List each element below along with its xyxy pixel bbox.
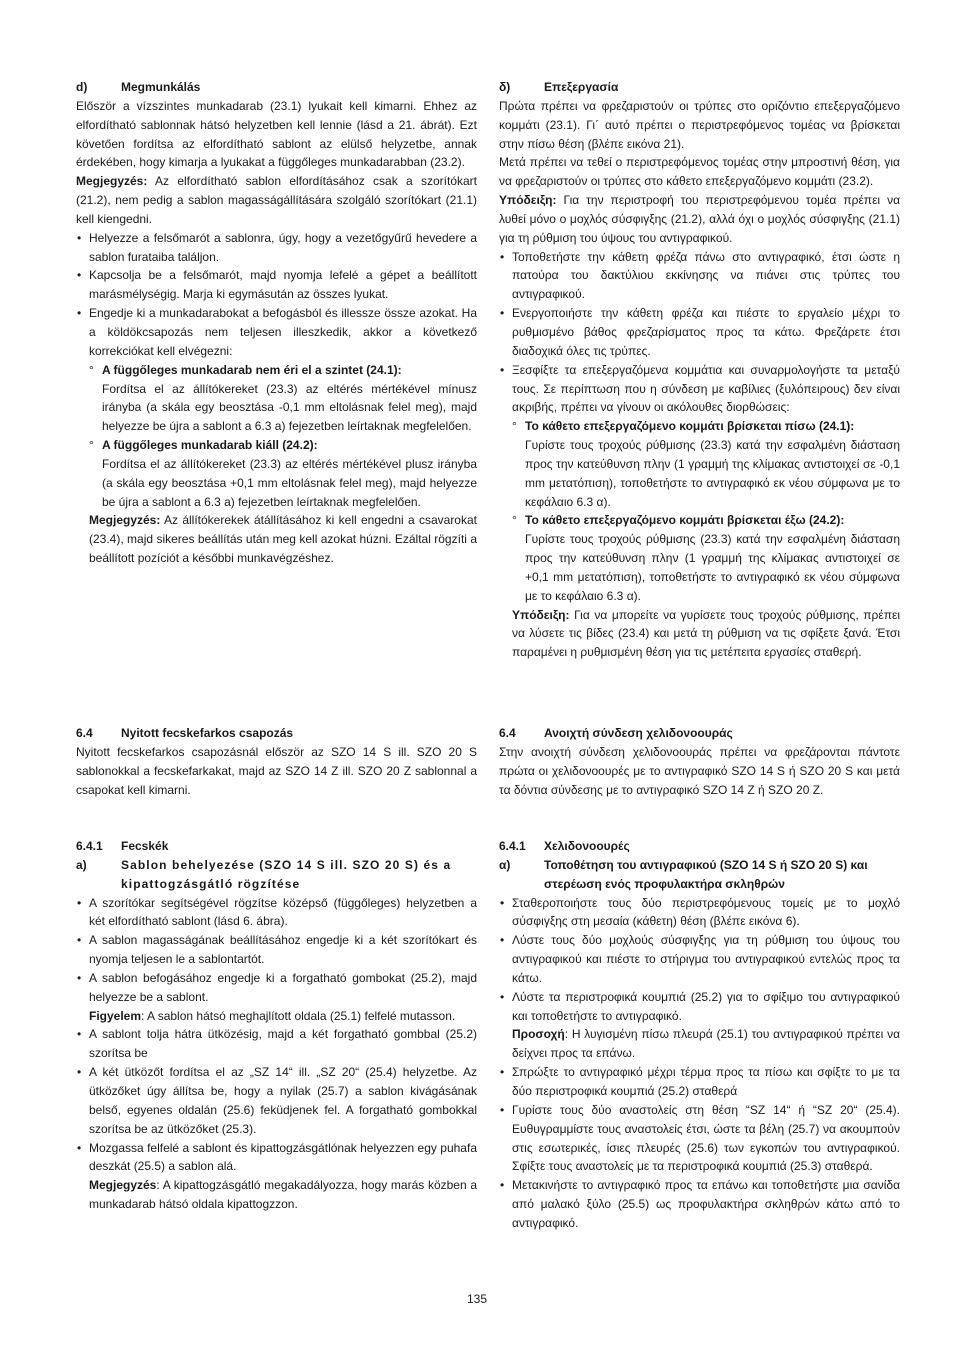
section-number: d): [76, 80, 88, 94]
section-title: Ανοιχτή σύνδεση χελιδονοουράς: [544, 726, 733, 740]
list-item: • A sablon magasságának beállításához engedje ki a két szorítókart és nyomja teljesen le a sablontartót.: [76, 931, 477, 969]
subsection-title: Sablon behelyezése (SZO 14 S ill. SZO 20 S) és a kipattogzásgátló rögzítése: [121, 857, 452, 891]
list-item: • Helyezze a felsőmarót a sablonra, úgy, hogy a vezetőgyűrű hevedere a sablon furataiba találjon.: [76, 229, 477, 267]
bullet-list: [76, 894, 477, 1214]
note-text: : A kipattogzásgátló megakadályozza, hogy marás közben a munkadarab hátsó oldala kipattogzzon.: [89, 1178, 477, 1212]
sub-item-title: A függőleges munkadarab nem éri el a szintet (24.1):: [102, 362, 402, 377]
subsection-heading: [499, 856, 900, 894]
list-item-text: Mozgassa felfelé a sablont és kipattogzásgátlónak helyezzen egy puhafa deszkát (25.5) a sablon alá.: [89, 1140, 477, 1174]
section-number: 6.4.1: [76, 839, 103, 853]
section-d-gr: [499, 78, 900, 662]
bullet-list: [499, 248, 900, 606]
section-6-4-1-hu: [76, 837, 477, 1214]
list-item-text: A sablon befogásához engedje ki a forgatható gombokat (25.2), majd helyezze be a sablont.: [89, 970, 477, 1004]
list-item: [499, 988, 900, 1063]
sub-list-item: [499, 417, 900, 511]
section-heading: [499, 724, 900, 743]
sub-item-title: Το κάθετο επεξεργαζόμενο κομμάτι βρίσκεται πίσω (24.1):: [525, 419, 855, 434]
list-item: • Τοποθετήστε την κάθετη φρέζα πάνω στο αντιγραφικό, έτσι ώστε η πατούρα του δακτύλιου εκκίνησης να πιάνει στις τρύπες του αντιγραφικού.: [499, 248, 900, 305]
section-heading: [499, 78, 900, 97]
list-item: [76, 969, 477, 1026]
section-number: δ): [499, 80, 511, 94]
paragraph: Először a vízszintes munkadarab (23.1) lyukait kell kimarni. Ehhez az elfordítható sablonnak hátsó helyzetben kell lennie (lásd a 21. ábrát). Ezt követően fordítsa az elfordítható sablont az elülső helyzetbe, annak érdekében, hogy kimarja a lyukakat a függőleges munkadarabban (23.2).: [76, 98, 477, 170]
list-item: • Μετακινήστε το αντιγραφικό προς τα επάνω και τοποθετήστε μια σανίδα από μαλακό ξύλο (25.5) ως προφυλακτήρα σκληθρών κάτω από το αντιγραφικό.: [499, 1176, 900, 1233]
sub-item-title: A függőleges munkadarab kiáll (24.2):: [102, 438, 318, 453]
section-number: 6.4.1: [499, 839, 526, 853]
note-text: Az állítókerekek átállításához ki kell engedni a csavarokat (23.4), majd sikeres beállítás után meg kell azokat húzni. Ezáltal rögzíti a beállított pozíciót a későbbi munkavégzéshez.: [89, 513, 477, 566]
note: [499, 606, 900, 663]
note-text: Για να μπορείτε να γυρίσετε τους τροχούς ρύθμισης, πρέπει να λύσετε τις βίδες (23.4) και μετά τη ρύθμιση να τις σφίξετε ξανά. Έτσι παραμένει η ρυθμισμένη θέση για τις μετέπειτα εργασίες σταθερή.: [512, 607, 900, 660]
bullet-list: [76, 229, 477, 512]
section-number: 6.4: [499, 726, 516, 740]
paragraph: Πρώτα πρέπει να φρεζαριστούν οι τρύπες στο οριζόντιο επεξεργαζόμενο κομμάτι (23.1). Γι΄ αυτό πρέπει ο περιστρεφόμενος τομέας να βρίσκεται στην πίσω θέση (βλέπε εικόνα 21).: [499, 98, 900, 151]
list-item: [76, 1139, 477, 1214]
paragraph: Nyitott fecskefarkos csapozásnál először az SZO 14 S ill. SZO 20 S sablonokkal a fecskefarkakat, majd az SZO 14 Z ill. SZO 20 Z sablonnal a csapokat kell kimarni.: [76, 744, 477, 797]
note-text: Για την περιστροφή του περιστρεφόμενου τομέα πρέπει να λυθεί μόνο ο μοχλός σύσφιγξης (21.2), αλλά όχι ο μοχλός σύσφιγξης (21.1) για τη ρύθμιση του ύψους του αντιγραφικού.: [499, 193, 900, 245]
sub-item-text: Fordítsa el az állítókereket (23.3) az eltérés mértékével plusz irányba (a skála egy beosztása +0,1 mm eltolásnak felel meg), majd helyezze be újra a sablont a 6.3 a) fejezetben leírtaknak megfelelően.: [102, 456, 477, 509]
list-item: • A sablont tolja hátra ütközésig, majd a két forgatható gombbal (25.2) szorítsa be: [76, 1025, 477, 1063]
note-text: Az elfordítható sablon elfordításához csak a szorítókart (21.2), nem pedig a sablon magasságállítására szolgáló szorítókart (21.1) kell kiengedni.: [76, 174, 477, 226]
section-number: 6.4: [76, 726, 93, 740]
sub-list-item: [76, 436, 477, 511]
list-item-text: Λύστε τα περιστροφικά κουμπιά (25.2) για το σφίξιμο του αντιγραφικού και τοποθετήστε το αντιγραφικό.: [512, 989, 900, 1023]
sub-item-title: Το κάθετο επεξεργαζόμενο κομμάτι βρίσκεται έξω (24.2):: [525, 513, 845, 528]
paragraph: Στην ανοιχτή σύνδεση χελιδονοουράς πρέπει να φρεζάρονται πάντοτε πρώτα οι χελιδονοουρές με το αντιγραφικό SZO 14 S ή SZO 20 S και μετά τα δόντια σύνδεσης με το αντιγραφικό SZO 14 Z ή SZO 20 Z.: [499, 744, 900, 797]
sub-item-text: Fordítsa el az állítókereket (23.3) az eltérés mértékével mínusz irányba (a skála egy beosztása -0,1 mm eltolásnak felel meg), majd helyezze be újra a sablont a 6.3 a) fejezetben leírtaknak megfelelően.: [102, 381, 477, 434]
warning-label: Figyelem: [89, 1008, 142, 1023]
section-title: Megmunkálás: [121, 80, 201, 94]
list-item: • Ξεσφίξτε τα επεξεργαζόμενα κομμάτια και συναρμολογήστε τα μεταξύ τους. Σε περίπτωση που η σύνδεση με καβίλιες (ξυλόπειρους) δεν είναι ακριβής, πρέπει να γίνουν οι ακόλουθες διορθώσεις:: [499, 361, 900, 418]
sub-list-item: [499, 511, 900, 605]
list-item: • Σταθεροποιήστε τους δύο περιστρεφόμενους τομείς με το μοχλό σύσφιγξης στη μεσαία (κάθετη) θέση (βλέπε εικόνα 6).: [499, 894, 900, 932]
note-label: Υπόδειξη:: [512, 607, 570, 622]
list-item: • Kapcsolja be a felsőmarót, majd nyomja lefelé a gépet a beállított marásmélységig. Marja ki egymásután az összes lyukat.: [76, 266, 477, 304]
list-item: • Γυρίστε τους δύο αναστολείς στη θέση “SZ 14“ ή “SZ 20“ (25.4). Ευθυγραμμίστε τους αναστολείς έτσι, ώστε τα βέλη (25.7) να ακουμπούν στις εσωτερικές, ίσιες πλευρές (25.6) των εγκοπών του αντιγραφικού. Σφίξτε τους αναστολείς με τα περιστροφικά κουμπιά (25.3) σταθερά.: [499, 1101, 900, 1176]
list-item: • A szorítókar segítségével rögzítse középső (függőleges) helyzetben a két elfordítható sablont (lásd 6. ábra).: [76, 894, 477, 932]
note: [76, 511, 477, 568]
warning-label: Προσοχή: [512, 1027, 565, 1042]
list-item: • A két ütközőt fordítsa el az „SZ 14“ ill. „SZ 20“ (25.4) helyzetbe. Az ütközőket úgy állítsa be, hogy a nyilak (25.7) a sablon kivágásának belső, egyenes oldalán (25.6) feküdjenek fel. A forgatható gombokkal szorítsa be az ütközőket (25.3).: [76, 1063, 477, 1138]
sub-item-text: Γυρίστε τους τροχούς ρύθμισης (23.3) κατά την εσφαλμένη διάσταση προς την κατεύθυνση πλην (1 γραμμή της κλίμακας αντιστοιχεί σε -0,1 mm μετατόπιση), τοποθετήστε το αντιγραφικό εκ νέου σύμφωνα με το κεφάλαιο 6.3 α).: [525, 438, 900, 509]
subsection-heading: [76, 856, 477, 894]
section-d-hu: [76, 78, 477, 568]
warning-text: : A sablon hátsó meghajlított oldala (25.1) felfelé mutasson.: [141, 1008, 456, 1023]
subsection-number: a): [76, 857, 87, 872]
note-label: Megjegyzés:: [89, 513, 161, 528]
sub-list-item: [76, 361, 477, 436]
subsection-title: Τοποθέτηση του αντιγραφικού (SZO 14 S ή SZO 20 S) και στερέωση ενός προφυλακτήρα σκληθρών: [544, 857, 868, 891]
section-6-4-hu: [76, 724, 477, 799]
list-item: • Ενεργοποιήστε την κάθετη φρέζα και πιέστε το εργαλείο μέχρι το ρυθμισμένο βάθος φρεζαρίσματος προς τα κάτω. Φρεζάρετε έτσι διαδοχικά όλες τις τρύπες.: [499, 304, 900, 361]
section-heading: [499, 837, 900, 856]
list-item: • Σπρώξτε το αντιγραφικό μέχρι τέρμα προς τα πίσω και σφίξτε το με τα δύο περιστροφικά κουμπιά (25.2) σταθερά: [499, 1063, 900, 1101]
section-title: Fecskék: [121, 839, 169, 853]
paragraph: Μετά πρέπει να τεθεί ο περιστρεφόμενος τομέας στην μπροστινή θέση, για να φρεζαριστούν οι τρύπες στο κάθετο επεξεργαζόμενο κομμάτι (23.2).: [499, 155, 900, 189]
section-title: Επεξεργασία: [544, 80, 619, 94]
note-label: Υπόδειξη:: [499, 193, 557, 208]
section-heading: [76, 837, 477, 856]
subsection-number: α): [499, 857, 511, 872]
note-label: Megjegyzés:: [76, 174, 148, 189]
note: [499, 191, 900, 248]
warning-text: : Η λυγισμένη πίσω πλευρά (25.1) του αντιγραφικού πρέπει να δείχνει προς τα επάνω.: [512, 1027, 900, 1061]
section-6-4-gr: [499, 724, 900, 799]
note: [76, 172, 477, 229]
section-title: Χελιδονοουρές: [544, 839, 630, 853]
section-heading: [76, 78, 477, 97]
section-heading: [76, 724, 477, 743]
section-title: Nyitott fecskefarkos csapozás: [121, 726, 294, 740]
list-item: • Engedje ki a munkadarabokat a befogásból és illessze össze azokat. Ha a köldökcsapozás nem teljesen illeszkedik, akkor a következő korrekciókat kell elvégezni:: [76, 304, 477, 361]
list-item: • Λύστε τους δύο μοχλούς σύσφιγξης για τη ρύθμιση του ύψους του αντιγραφικού και πιέστε το στήριγμα του αντιγραφικού εντελώς προς τα κάτω.: [499, 931, 900, 988]
section-6-4-1-gr: [499, 837, 900, 1233]
sub-item-text: Γυρίστε τους τροχούς ρύθμισης (23.3) κατά την εσφαλμένη διάσταση προς την κατεύθυνση πλην (1 γραμμή της κλίμακας αντιστοιχεί σε +0,1 mm μετατόπιση), τοποθετήστε το αντιγραφικό εκ νέου σύμφωνα με το κεφάλαιο 6.3 α).: [525, 532, 900, 603]
bullet-list: [499, 894, 900, 1233]
note-label: Megjegyzés: [89, 1178, 157, 1193]
page-number: 135: [466, 1292, 488, 1306]
